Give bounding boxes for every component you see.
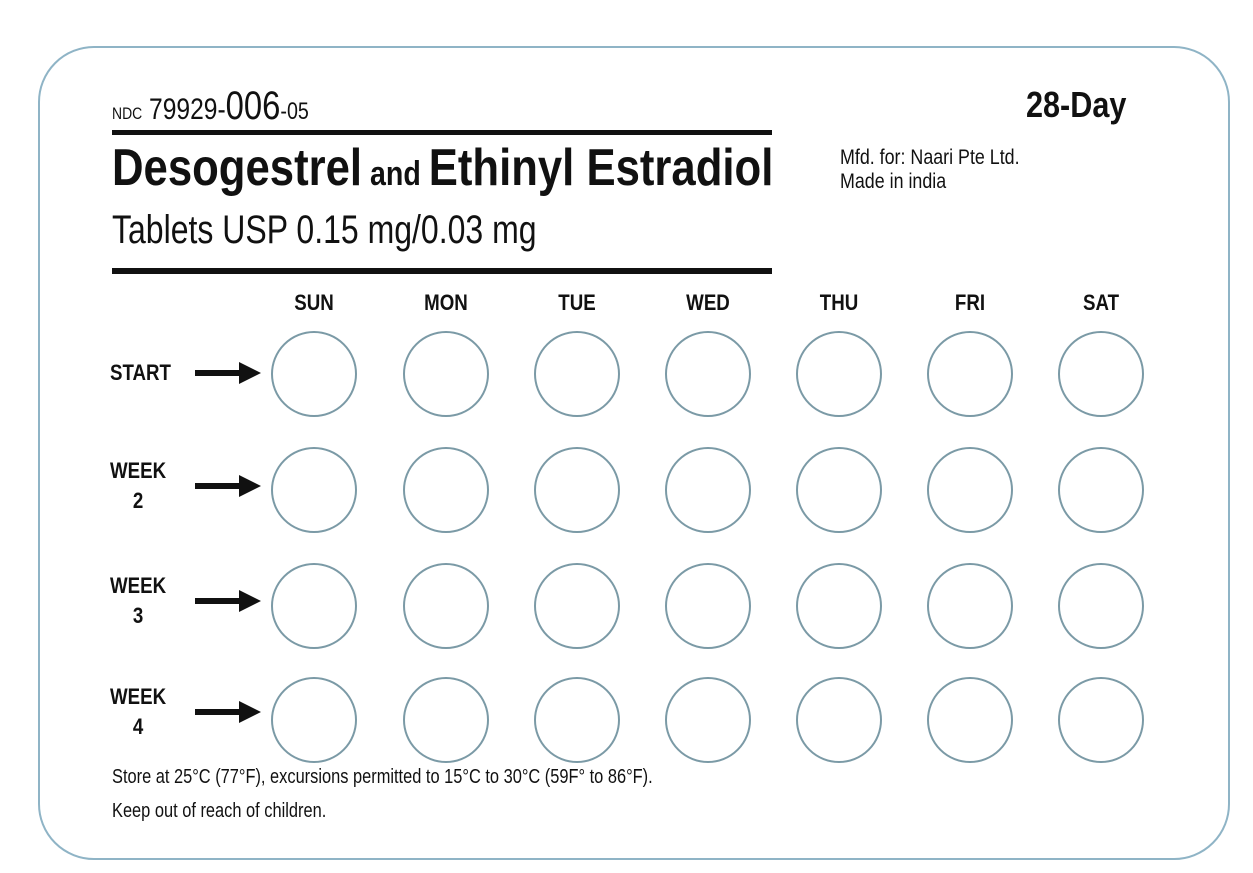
ndc-prefix: NDC: [112, 104, 143, 123]
pill-slot[interactable]: [796, 447, 882, 533]
mfd-line-2: Made in india: [840, 170, 947, 193]
arrow-right-icon: [193, 589, 263, 613]
pill-slot[interactable]: [665, 447, 751, 533]
day-header-3: WED: [686, 290, 730, 315]
pill-slot[interactable]: [665, 677, 751, 763]
title-and: and: [362, 155, 429, 193]
row-label-0: [110, 358, 171, 388]
pill-slot[interactable]: [1058, 563, 1144, 649]
title-drug-1: Desogestrel: [112, 139, 363, 197]
row-label-3: [110, 682, 166, 742]
pill-slot[interactable]: [1058, 331, 1144, 417]
manufacturer-info: [840, 146, 1020, 194]
day-header-0: SUN: [294, 290, 334, 315]
pill-slot[interactable]: [403, 677, 489, 763]
storage-note: Store at 25°C (77°F), excursions permitted to 15°C to 30°C (59F° to 86°F).: [112, 766, 653, 788]
pill-slot[interactable]: [927, 677, 1013, 763]
pill-slot[interactable]: [534, 331, 620, 417]
pill-slot[interactable]: [534, 447, 620, 533]
ndc-product-code: 006: [225, 84, 281, 128]
pill-slot[interactable]: [534, 677, 620, 763]
pill-slot[interactable]: [796, 331, 882, 417]
arrow-right-icon: [193, 700, 263, 724]
mfd-line-1: Mfd. for: Naari Pte Ltd.: [840, 146, 1020, 169]
pill-slot[interactable]: [796, 677, 882, 763]
pill-slot[interactable]: [665, 331, 751, 417]
ndc-package-code: -05: [280, 98, 309, 125]
row-label-text: START: [110, 360, 171, 385]
day-header-1: MON: [424, 290, 468, 315]
arrow-right-icon: [193, 474, 263, 498]
pill-slot[interactable]: [271, 677, 357, 763]
pill-slot[interactable]: [271, 331, 357, 417]
arrow-right-icon: [193, 361, 263, 385]
row-label-text: WEEK: [110, 573, 167, 598]
pill-slot[interactable]: [403, 563, 489, 649]
pill-slot[interactable]: [927, 447, 1013, 533]
bottom-rule: [112, 268, 772, 274]
pill-slot[interactable]: [534, 563, 620, 649]
product-title: [112, 138, 773, 198]
day-header-4: THU: [819, 290, 859, 315]
row-label-1: [110, 456, 166, 516]
safety-warning: Keep out of reach of children.: [112, 800, 327, 822]
title-drug-2: Ethinyl Estradiol: [428, 139, 774, 197]
row-label-2: [110, 571, 166, 631]
day-header-6: SAT: [1082, 290, 1120, 315]
row-label-week-number: 3: [132, 603, 144, 628]
top-rule: [112, 130, 772, 135]
pill-slot[interactable]: [271, 447, 357, 533]
product-strength: Tablets USP 0.15 mg/0.03 mg: [112, 208, 537, 252]
pack-type: 28-Day: [1026, 84, 1127, 125]
pill-slot[interactable]: [927, 563, 1013, 649]
pill-slot[interactable]: [665, 563, 751, 649]
pill-slot[interactable]: [403, 331, 489, 417]
pill-slot[interactable]: [271, 563, 357, 649]
row-label-week-number: 2: [132, 488, 144, 513]
pill-slot[interactable]: [1058, 677, 1144, 763]
day-header-5: FRI: [954, 290, 986, 315]
day-header-2: TUE: [558, 290, 596, 315]
pill-slot[interactable]: [927, 331, 1013, 417]
ndc-labeler-code: 79929-: [149, 93, 226, 126]
pill-slot[interactable]: [403, 447, 489, 533]
pill-slot[interactable]: [1058, 447, 1144, 533]
row-label-text: WEEK: [110, 458, 167, 483]
row-label-text: WEEK: [110, 684, 167, 709]
row-label-week-number: 4: [132, 714, 144, 739]
pill-slot[interactable]: [796, 563, 882, 649]
ndc-number: [112, 84, 309, 129]
